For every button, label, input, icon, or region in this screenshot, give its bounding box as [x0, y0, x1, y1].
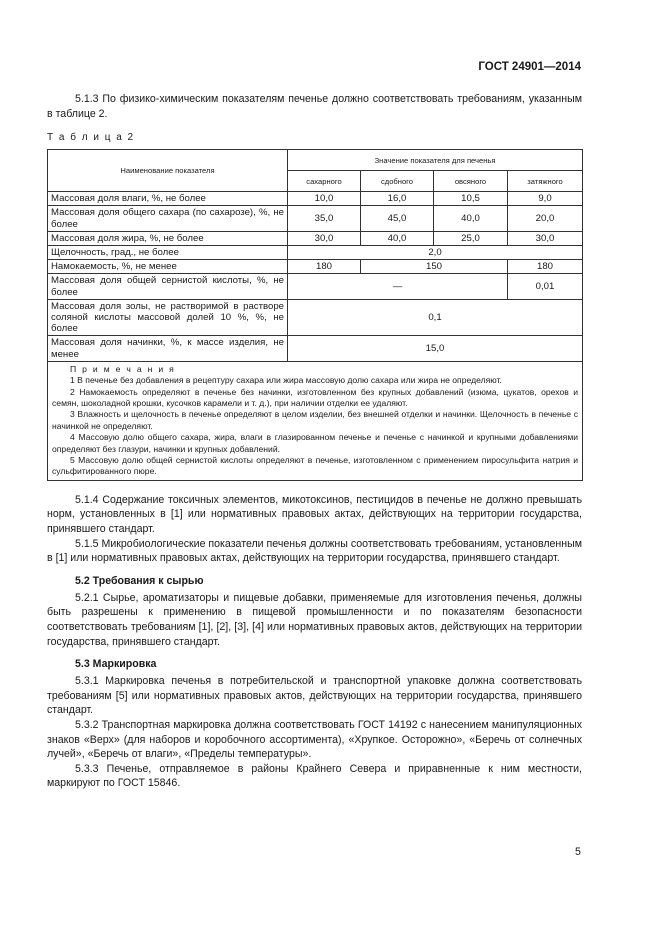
cell-value: 0,1	[288, 299, 583, 336]
table-notes	[48, 361, 583, 480]
cell-value: 16,0	[361, 192, 434, 206]
document-code: ГОСТ 24901—2014	[478, 61, 581, 73]
section-heading-5-3: 5.3 Маркировка	[75, 658, 157, 671]
row-name: Массовая доля жира, %, не более	[48, 231, 288, 245]
note-item: 1 В печенье без добавления в рецептуру сахара или жира массовую долю сахара или жира не определяют.	[70, 375, 502, 386]
cell-value: 0,01	[508, 274, 583, 299]
section-heading-5-2: 5.2 Требования к сырью	[75, 574, 204, 587]
table-row	[48, 231, 583, 245]
paragraph-5-3-3: 5.3.3 Печенье, отправляемое в районы Крайнего Севера и приравненные к ним местности, маркируют по ГОСТ 15846.	[47, 762, 582, 790]
header-value-group: Значение показателя для печенья	[288, 150, 583, 171]
table-title: Т а б л и ц а 2	[47, 132, 135, 144]
row-name: Щелочность, град., не более	[48, 246, 288, 260]
cell-value: —	[288, 274, 508, 299]
paragraph-5-1-5: 5.1.5 Микробиологические показатели печенья должны соответствовать требованиям, установленным в [1] или нормативных правовых актах, действующих на территории государства, принявшего стандарт.	[47, 537, 582, 565]
row-name: Намокаемость, %, не менее	[48, 260, 288, 274]
cell-value: 30,0	[508, 231, 583, 245]
cell-value: 180	[288, 260, 361, 274]
cell-value: 15,0	[288, 336, 583, 361]
row-name: Массовая доля начинки, %, к массе изделия, не менее	[48, 336, 288, 361]
intro-paragraph: 5.1.3 По физико-химическим показателям печенье должно соответствовать требованиям, указанным в таблице 2.	[47, 93, 582, 120]
paragraph-5-3-1: 5.3.1 Маркировка печенья в потребительской и транспортной упаковке должна соответствовать требованиям [5] или нормативных правовых актов, действующих на территории государства, принявшего стандарт.	[47, 675, 582, 717]
cell-value: 35,0	[288, 206, 361, 231]
table-row	[48, 206, 583, 231]
cell-value: 20,0	[508, 206, 583, 231]
header-col-sugar: сахарного	[288, 171, 361, 192]
row-name: Массовая доля влаги, %, не более	[48, 192, 288, 206]
cell-value: 25,0	[434, 231, 508, 245]
paragraph-5-2-1: 5.2.1 Сырье, ароматизаторы и пищевые добавки, применяемые для изготовления печенья, должны быть разрешены к применению в пищевой промышленности и по показателям безопасности соответствовать требованиям [1], [2], [3], [4] или нормативных правовых актов, действующих на территории государства, принявшего стандарт.	[47, 591, 582, 648]
table-row	[48, 246, 583, 260]
table-header-row	[48, 150, 583, 171]
cell-value: 10,0	[288, 192, 361, 206]
cell-value: 10,5	[434, 192, 508, 206]
cell-value: 40,0	[361, 231, 434, 245]
header-indicator-name: Наименование показателя	[48, 150, 288, 192]
header-col-oat: овсяного	[434, 171, 508, 192]
header-col-butter: сдобного	[361, 171, 434, 192]
cell-value: 30,0	[288, 231, 361, 245]
note-item: 2 Намокаемость определяют в печенье без начинки, изготовленном без крупных добавлений (изюма, цукатов, орехов и семян, шоколадной крошки, кусочков карамели и т. д.), при наличии отделки ее удаляют.	[52, 386, 579, 409]
cell-value: 45,0	[361, 206, 434, 231]
indicators-table	[47, 149, 583, 481]
row-name: Массовая доля общей сернистой кислоты, %, не более	[48, 274, 288, 299]
cell-value: 150	[361, 260, 508, 274]
cell-value: 180	[508, 260, 583, 274]
table-row	[48, 299, 583, 336]
page-content	[47, 92, 582, 791]
header-col-hard: затяжного	[508, 171, 583, 192]
cell-value: 2,0	[288, 246, 583, 260]
cell-value: 40,0	[434, 206, 508, 231]
table-row	[48, 274, 583, 299]
page-number: 5	[575, 846, 581, 858]
row-name: Массовая доля общего сахара (по сахарозе), %, не более	[48, 206, 288, 231]
row-name: Массовая доля золы, не растворимой в растворе соляной кислоты массовой долей 10 %, %, не более	[48, 299, 288, 336]
notes-title: П р и м е ч а н и я	[70, 363, 176, 374]
note-item: 4 Массовую долю общего сахара, жира, влаги в глазированном печенье и печенье с начинкой и крупными добавлениями определяют без глазури, начинки и крупных добавлений.	[52, 432, 579, 454]
table-notes-row	[48, 361, 583, 480]
paragraph-5-3-2: 5.3.2 Транспортная маркировка должна соответствовать ГОСТ 14192 с нанесением манипуляционных знаков «Верх» (для наборов и коробочного ассортимента), «Хрупкое. Осторожно», «Беречь от солнечных лучей», «Беречь от влаги», «Пределы температуры».	[47, 719, 582, 761]
note-item: 5 Массовую долю общей сернистой кислоты определяют в печенье, изготовленном с применением пиросульфита натрия и сульфитированного пюре.	[52, 455, 579, 477]
table-row	[48, 260, 583, 274]
table-row	[48, 192, 583, 206]
cell-value: 9,0	[508, 192, 583, 206]
note-item: 3 Влажность и щелочность в печенье определяют в целом изделии, без внешней отделки и начинки. Щелочность в печенье с начинкой не определяют.	[52, 409, 579, 431]
table-row	[48, 336, 583, 361]
paragraph-5-1-4: 5.1.4 Содержание токсичных элементов, микотоксинов, пестицидов в печенье не должно превышать норм, установленных в [1] или нормативных правовых актах, действующих на территории государства, принявшего стандарт.	[47, 493, 582, 536]
